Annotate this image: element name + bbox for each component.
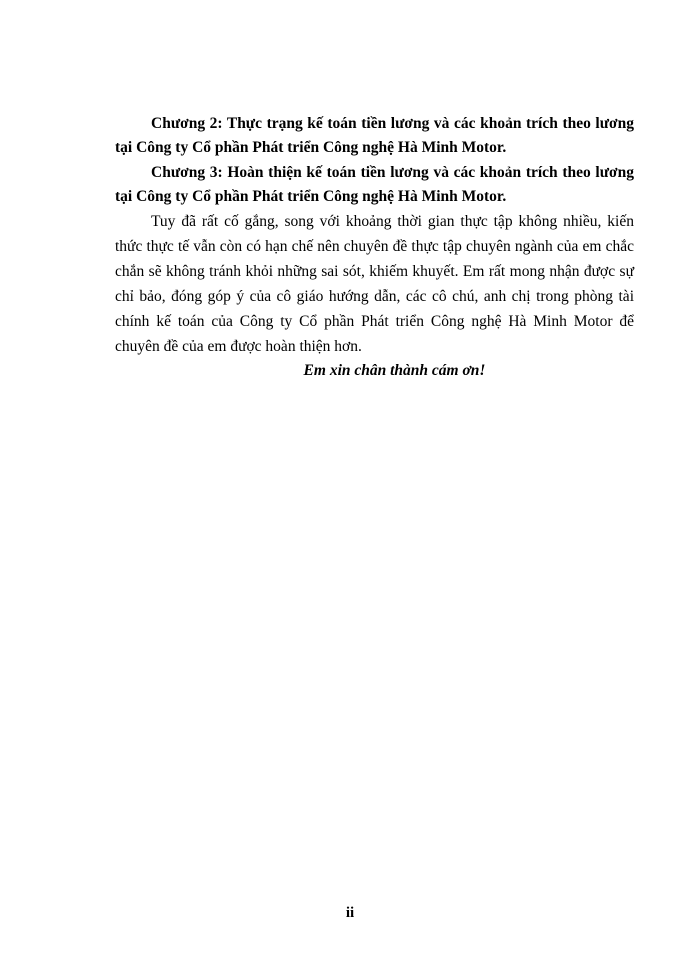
closing-thanks: Em xin chân thành cám ơn!: [303, 362, 486, 380]
page-body: [115, 112, 634, 383]
chapter-2-paragraph: Chương 2: Thực trạng kế toán tiền lương và các khoản trích theo lương tại Công ty Cổ phần Phát triển Công nghệ Hà Minh Motor.: [115, 115, 634, 157]
page-number: ii: [345, 905, 355, 921]
acknowledgement-paragraph: Tuy đã rất cố gắng, song với khoảng thời gian thực tập không nhiều, kiến thức thực tế vẫn còn có hạn chế nên chuyên đề thực tập chuyên ngành của em chắc chắn sẽ không tránh khỏi những sai sót, khiếm khuyết. Em rất mong nhận được sự chỉ bảo, đóng góp ý của cô giáo hướng dẫn, các cô chú, anh chị trong phòng tài chính kế toán của Công ty Cổ phần Phát triển Công nghệ Hà Minh Motor để chuyên đề của em được hoàn thiện hơn.: [115, 213, 634, 356]
chapter-3-paragraph: Chương 3: Hoàn thiện kế toán tiền lương và các khoản trích theo lương tại Công ty Cổ phần Phát triển Công nghệ Hà Minh Motor.: [115, 163, 634, 205]
